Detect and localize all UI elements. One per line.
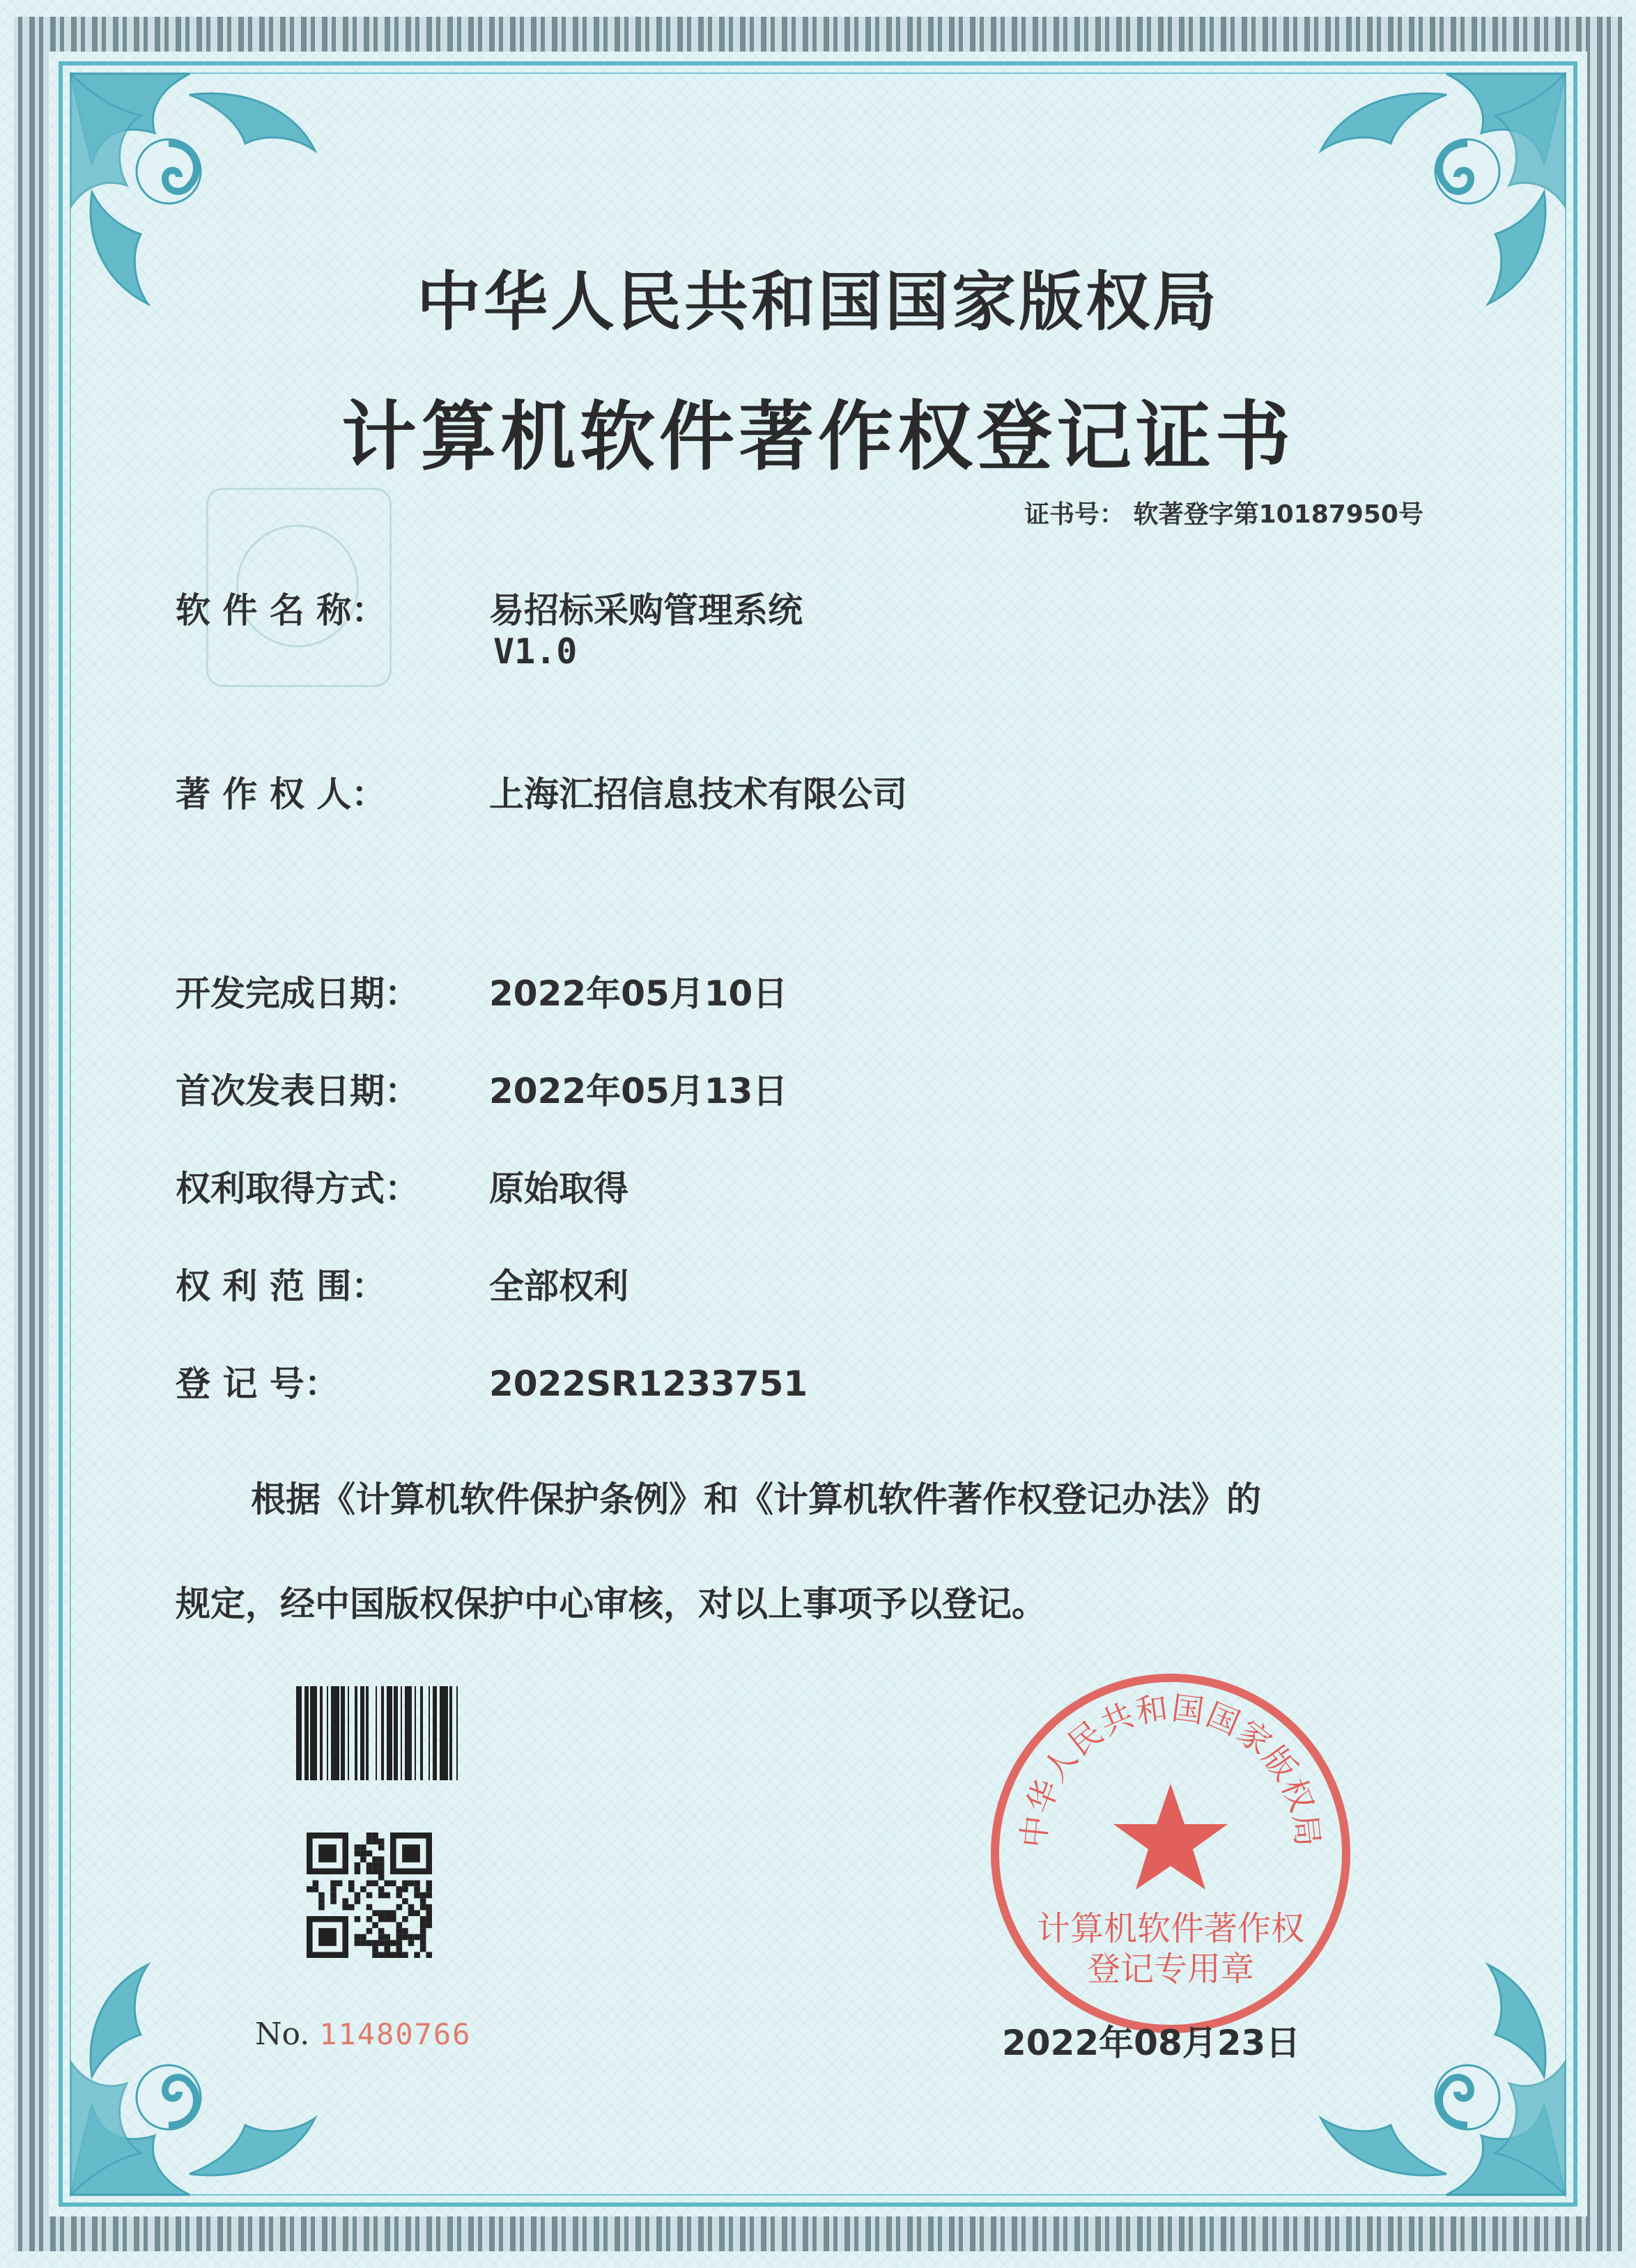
qr-code [307, 1833, 432, 1958]
field-acquisition-method [176, 1161, 628, 1211]
barcode-bar [369, 1686, 376, 1780]
field-label: 软 件 名 称： [176, 590, 387, 631]
field-value: 全部权利 [489, 1266, 628, 1306]
statement-line-1: 根据《计算机软件保护条例》和《计算机软件著作权登记办法》的 [251, 1479, 1261, 1520]
field-value: 2022年05月13日 [489, 1071, 788, 1111]
barcode-bar [405, 1686, 412, 1780]
issuer-heading: 中华人民共和国国家版权局 [416, 265, 1219, 339]
certificate-title: 计算机软件著作权登记证书 [341, 394, 1295, 481]
barcode-bar [387, 1686, 392, 1780]
barcode-bar [458, 1686, 463, 1780]
field-rights-scope [176, 1258, 628, 1309]
statement-line-2: 规定，经中国版权保护中心审核，对以上事项予以登记。 [176, 1584, 1047, 1624]
field-software-name [176, 583, 803, 633]
barcode-bar [310, 1686, 317, 1780]
field-label: 权利取得方式： [176, 1168, 419, 1209]
serial-label: No. [255, 2016, 310, 2052]
certificate-number [1024, 495, 1423, 530]
field-value: 易招标采购管理系统 [489, 590, 803, 631]
field-label: 著 作 权 人： [176, 774, 387, 815]
official-seal [982, 1665, 1359, 2042]
field-label: 开发完成日期： [176, 973, 419, 1014]
field-label: 权 利 范 围： [176, 1266, 387, 1306]
field-copyright-owner [176, 766, 907, 817]
seal-line-1: 计算机软件著作权 [1036, 1909, 1305, 1948]
software-version: V1.0 [493, 631, 578, 672]
field-dev-completion-date [176, 966, 787, 1016]
field-value: 2022SR1233751 [489, 1364, 808, 1404]
barcode-bar [440, 1686, 448, 1780]
field-value: 2022年05月10日 [489, 973, 788, 1014]
corner-ornament-bottom-left [64, 1951, 357, 2202]
barcode-bar [349, 1686, 355, 1780]
certificate-number-value: 软著登字第10187950号 [1133, 500, 1423, 529]
field-registration-number [176, 1356, 808, 1406]
serial-value: 11480766 [319, 2017, 472, 2051]
field-value: 上海汇招信息技术有限公司 [489, 774, 907, 815]
serial-number [255, 2016, 472, 2052]
field-first-publication-date [176, 1063, 787, 1113]
barcode-bar [331, 1686, 339, 1780]
issue-date: 2022年08月23日 [1002, 2023, 1301, 2063]
barcode [296, 1686, 547, 1780]
barcode-bar [296, 1686, 302, 1780]
field-value: 原始取得 [489, 1168, 628, 1209]
seal-line-2: 登记专用章 [1086, 1950, 1255, 1989]
field-label: 登 记 号： [176, 1364, 339, 1404]
seal-arc-text: 中华人民共和国国家版权局 [1014, 1688, 1327, 1850]
certificate-number-label: 证书号： [1024, 500, 1125, 529]
field-label: 首次发表日期： [176, 1071, 419, 1111]
barcode-bar [423, 1686, 429, 1780]
